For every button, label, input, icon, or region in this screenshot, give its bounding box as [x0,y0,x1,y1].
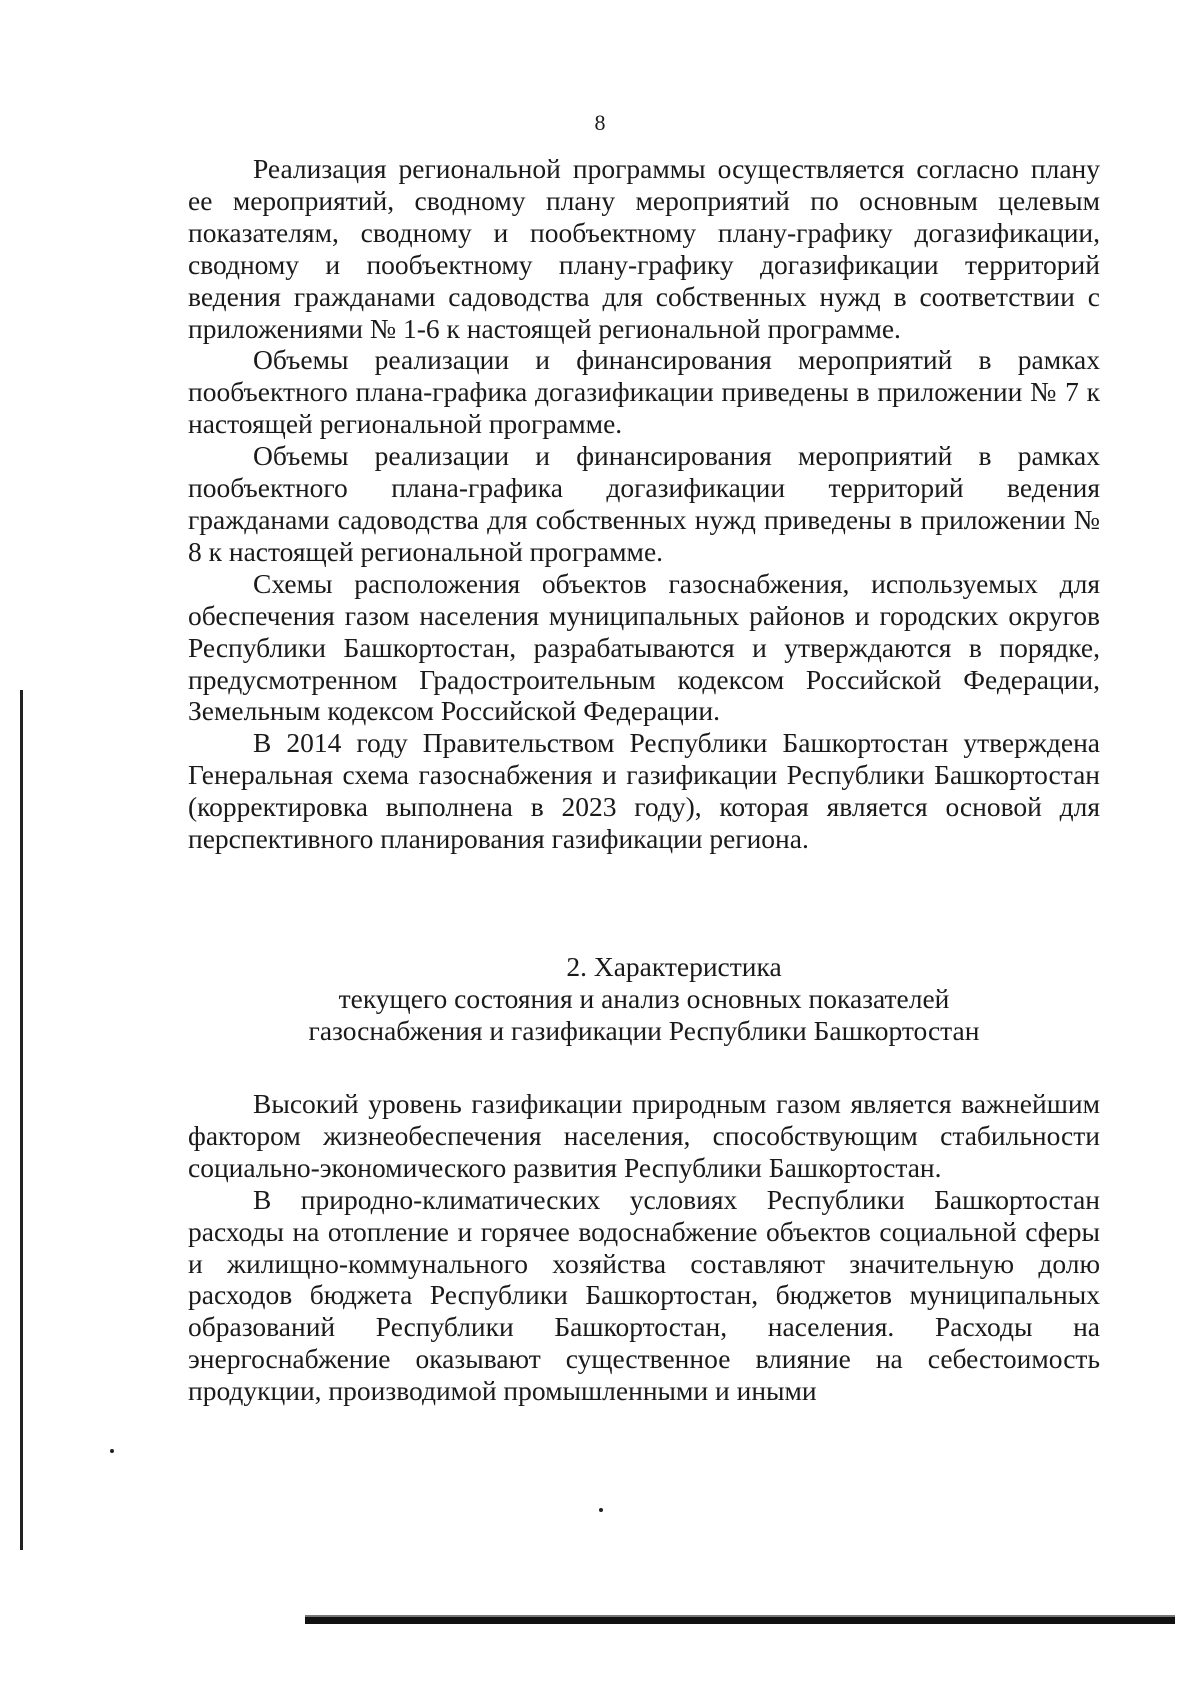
scan-speck [599,1508,603,1512]
paragraph-implementation: Реализация региональной программы осуществляется согласно плану ее мероприятий, сводному плану мероприятий по основным целевым показателям, сводному и пообъектному плану-графику догазификации, сводному и пообъектному плану-графику догазификации территорий ведения гражданами садоводства для собственных нужд в соответствии с приложениями № 1-6 к настоящей региональной программе. [188,153,1100,344]
scan-left-edge-line [20,690,23,1550]
paragraph-gasification-level: Высокий уровень газификации природным газом является важнейшим фактором жизнеобеспечения населения, способствующим стабильности социально-экономического развития Республики Башкортостан. [188,1088,1100,1183]
paragraph-appendix-7: Объемы реализации и финансирования мероприятий в рамках пообъектного плана-графика догазификации приведены в приложении № 7 к настоящей региональной программе. [188,344,1100,440]
paragraph-gas-supply-schemes: Схемы расположения объектов газоснабжения, используемых для обеспечения газом населения муниципальных районов и городских округов Республики Башкортостан, разрабатываются и утверждаются в порядке, предусмотренном Градостроительным кодексом Российской Федерации, Земельным кодексом Российской Федерации. [188,567,1100,727]
paragraph-general-scheme: В 2014 году Правительством Республики Башкортостан утверждена Генеральная схема газоснабжения и газификации Республики Башкортостан (корректировка выполнена в 2023 году), которая является основой для перспективного планирования газификации региона. [188,727,1100,855]
paragraph-climate-expenses: В природно-климатических условиях Республики Башкортостан расходы на отопление и горячее водоснабжение объектов социальной сферы и жилищно-коммунального хозяйства составляют значительную долю расходов бюджета Республики Башкортостан, бюджетов муниципальных образований Республики Башкортостан, населения. Расходы на энергоснабжение оказывают существенное влияние на себестоимость продукции, производимой промышленными и иными [188,1183,1100,1407]
scan-speck [110,1449,114,1453]
section-2-heading-line-3: газоснабжения и газификации Республики Башкортостан [308,1015,980,1046]
page-number: 8 [594,110,606,135]
section-2-heading [188,951,1100,1047]
section-2-heading-line-1: 2. Характеристика [566,951,782,982]
section-2-heading-line-2: текущего состояния и анализ основных показателей [338,983,950,1014]
paragraph-appendix-8: Объемы реализации и финансирования мероприятий в рамках пообъектного плана-графика догазификации территорий ведения гражданами садоводства для собственных нужд приведены в приложении № 8 к настоящей региональной программе. [188,440,1100,567]
section-2-body [188,1088,1100,1407]
scan-bottom-edge-line [305,1615,1175,1624]
section-1-body [188,153,1100,855]
